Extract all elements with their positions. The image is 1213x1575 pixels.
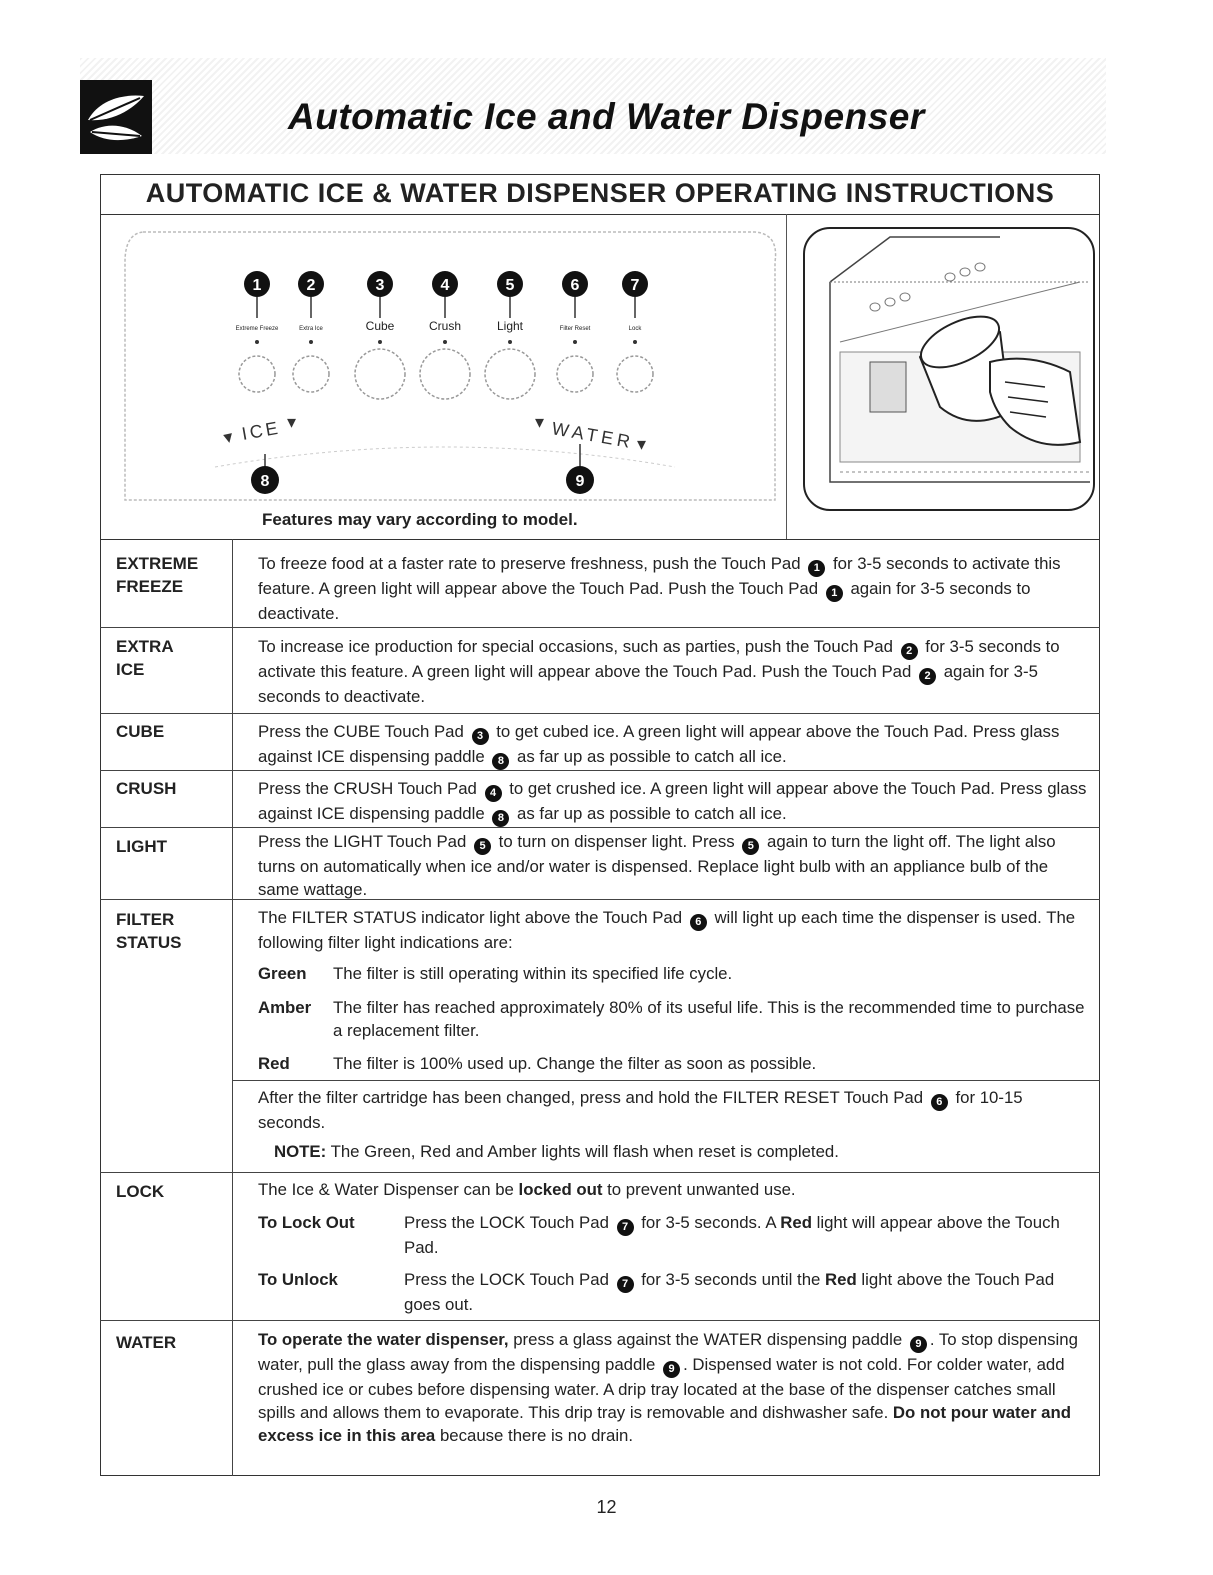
touch-pad-4-label: Crush (428, 319, 462, 333)
divider (100, 539, 1100, 540)
lock-out-term: To Lock Out (258, 1213, 355, 1232)
touch-pad-5 (485, 271, 535, 399)
touch-pad-4-number: 4 (440, 277, 450, 294)
unlock-term: To Unlock (258, 1270, 338, 1289)
unlock-description: Press the LOCK Touch Pad 7 for 3-5 seconds until the Red light above the Touch Pad goes out. (404, 1270, 1055, 1314)
lock-out-description: Press the LOCK Touch Pad 7 for 3-5 seconds. A Red light will appear above the Touch Pad. (404, 1213, 1060, 1257)
row-label-extreme-freeze: EXTREME FREEZE (116, 554, 199, 596)
touch-pad-3-label: Cube (365, 319, 395, 333)
touch-pad-2-button (293, 356, 329, 392)
cube-description: Press the CUBE Touch Pad 3 to get cubed ice. A green light will appear above the Touch Pad. Press glass against ICE dispensing paddle 8 as far up as possible to catch all ice. (258, 720, 1090, 770)
row-label-filter-status: FILTER STATUS (116, 910, 182, 952)
touch-pad-2-number: 2 (306, 277, 316, 294)
touch-pad-7-button (617, 356, 653, 392)
divider (100, 1320, 1100, 1321)
paddle-8-badge (251, 466, 279, 494)
touch-pad-1-icon: 1 (808, 560, 825, 577)
filter-green-description: The filter is still operating within its specified life cycle. (333, 964, 733, 983)
touch-pad-5-number: 5 (505, 277, 515, 294)
extra-ice-description: To increase ice production for special occasions, such as parties, push the Touch Pad 2 for 3-5 seconds to activate this feature. A green light will appear above the Touch Pad. Push the Touch Pad 2 again for 3-5 seconds to deactivate. (258, 637, 1060, 706)
touch-pad-6-icon: 6 (931, 1094, 948, 1111)
water-paddle-9-icon: 9 (663, 1361, 680, 1378)
divider (786, 214, 787, 539)
row-label-extra-ice: EXTRA ICE (116, 637, 174, 679)
touch-pad-6-button (557, 356, 593, 392)
touch-pad-7-icon: 7 (617, 1219, 634, 1236)
touch-pad-7-number: 7 (630, 277, 640, 294)
touch-pad-2-label: Extra Ice (299, 326, 323, 332)
touch-pad-4-button (420, 349, 470, 399)
touch-pad-2-icon: 2 (901, 643, 918, 660)
page-number: 12 (596, 1497, 617, 1517)
filter-reset-instructions: After the filter cartridge has been changed, press and hold the FILTER RESET Touch Pad 6 for 10-15 seconds. (258, 1088, 1023, 1132)
divider (232, 539, 233, 1476)
filter-green-term: Green (258, 964, 307, 983)
touch-pad-5-label: Light (496, 319, 524, 333)
water-paddle-9-icon: 9 (910, 1336, 927, 1353)
leaf-logo-icon (80, 80, 152, 154)
row-label-lock: LOCK (116, 1182, 165, 1201)
row-label-cube: CUBE (116, 722, 165, 741)
extreme-freeze-description: To freeze food at a faster rate to preserve freshness, push the Touch Pad 1 for 3-5 seconds to activate this feature. A green light will appear above the Touch Pad. Push the Touch Pad 1 again for 3-5 seconds to deactivate. (258, 554, 1061, 623)
ice-paddle-8-icon: 8 (492, 810, 509, 827)
touch-pad-6-number: 6 (570, 277, 580, 294)
filter-red-term: Red (258, 1054, 290, 1073)
touch-pad-1-label: Extreme Freeze (235, 326, 279, 332)
touch-pad-3-number: 3 (375, 277, 385, 294)
touch-pad-4 (420, 271, 470, 399)
touch-pad-1 (236, 271, 279, 392)
touch-pad-7-icon: 7 (617, 1276, 634, 1293)
water-description: To operate the water dispenser, press a glass against the WATER dispensing paddle 9 . To stop dispensing water, pull the glass away from the dispensing paddle 9 . Dispensed water is not cold. For colder water, add crushed ice or cubes before dispensing water. A drip tray located at the base of the dispenser catches small spills and allows them to evaporate. This drip tray is removable and dishwasher safe. Do not pour water and excess ice in this area because there is no drain. (258, 1330, 1078, 1445)
touch-pad-3-button (355, 349, 405, 399)
crush-description: Press the CRUSH Touch Pad 4 to get crushed ice. A green light will appear above the Touch Pad. Press glass against ICE dispensing paddle 8 as far up as possible to catch all ice. (258, 777, 1090, 827)
divider (100, 713, 1100, 714)
touch-pad-4-icon: 4 (485, 785, 502, 802)
light-description: Press the LIGHT Touch Pad 5 to turn on dispenser light. Press 5 again to turn the light off. The light also turns on automatically when ice and/or water is dispensed. Replace light bulb with an appliance bulb of the same wattage. (258, 832, 1056, 899)
touch-pad-3-icon: 3 (472, 728, 489, 745)
svg-text:▾: ▾ (637, 434, 647, 454)
water-paddle-label: WATER (550, 418, 636, 453)
touch-pad-7 (617, 271, 653, 392)
paddle-9-number: 9 (575, 473, 585, 490)
divider (100, 827, 1100, 828)
touch-pad-1-button (239, 356, 275, 392)
touch-pad-1-number: 1 (252, 277, 262, 294)
ice-paddle-8-icon: 8 (492, 753, 509, 770)
row-label-crush: CRUSH (116, 779, 177, 798)
touch-pad-7-label: Lock (628, 326, 642, 332)
figure-caption: Features may vary according to model. (262, 510, 578, 529)
touch-pad-2-icon: 2 (919, 668, 936, 685)
control-panel-figure (115, 222, 780, 512)
touch-pad-6-icon: 6 (690, 914, 707, 931)
paddle-9-badge (566, 466, 594, 494)
touch-pad-6-label: Filter Reset (559, 326, 591, 332)
filter-reset-note: NOTE: The Green, Red and Amber lights will flash when reset is completed. (274, 1142, 839, 1161)
touch-pad-1-icon: 1 (826, 585, 843, 602)
svg-text:▾: ▾ (535, 412, 545, 432)
divider (100, 214, 1100, 215)
filter-amber-description: The filter has reached approximately 80% of its useful life. This is the recommended time to purchase a replacement filter. (333, 998, 1085, 1040)
svg-text:▾: ▾ (221, 426, 235, 448)
row-label-water: WATER (116, 1333, 177, 1352)
paddle-8-number: 8 (260, 473, 270, 490)
filter-amber-term: Amber (258, 998, 312, 1017)
filter-red-description: The filter is 100% used up. Change the filter as soon as possible. (333, 1054, 817, 1073)
touch-pad-3 (355, 271, 405, 399)
svg-text:▾: ▾ (287, 412, 297, 432)
divider (100, 1172, 1100, 1173)
divider (100, 627, 1100, 628)
touch-pad-6 (557, 271, 593, 392)
touch-pad-5-button (485, 349, 535, 399)
lock-description: The Ice & Water Dispenser can be locked out to prevent unwanted use. (258, 1180, 796, 1199)
page-header-title: Automatic Ice and Water Dispenser (288, 96, 925, 137)
touch-pad-5-icon: 5 (474, 838, 491, 855)
section-title: AUTOMATIC ICE & WATER DISPENSER OPERATING INSTRUCTIONS (145, 178, 1055, 208)
dispenser-illustration (800, 222, 1098, 512)
touch-pad-2 (293, 271, 329, 392)
row-label-light: LIGHT (116, 837, 167, 856)
divider (100, 770, 1100, 771)
divider (232, 1080, 1100, 1081)
ice-paddle-label: ICE (240, 417, 283, 444)
touch-pad-5-icon: 5 (742, 838, 759, 855)
filter-status-description: The FILTER STATUS indicator light above the Touch Pad 6 will light up each time the dispenser is used. The following filter light indications are: (258, 908, 1076, 952)
